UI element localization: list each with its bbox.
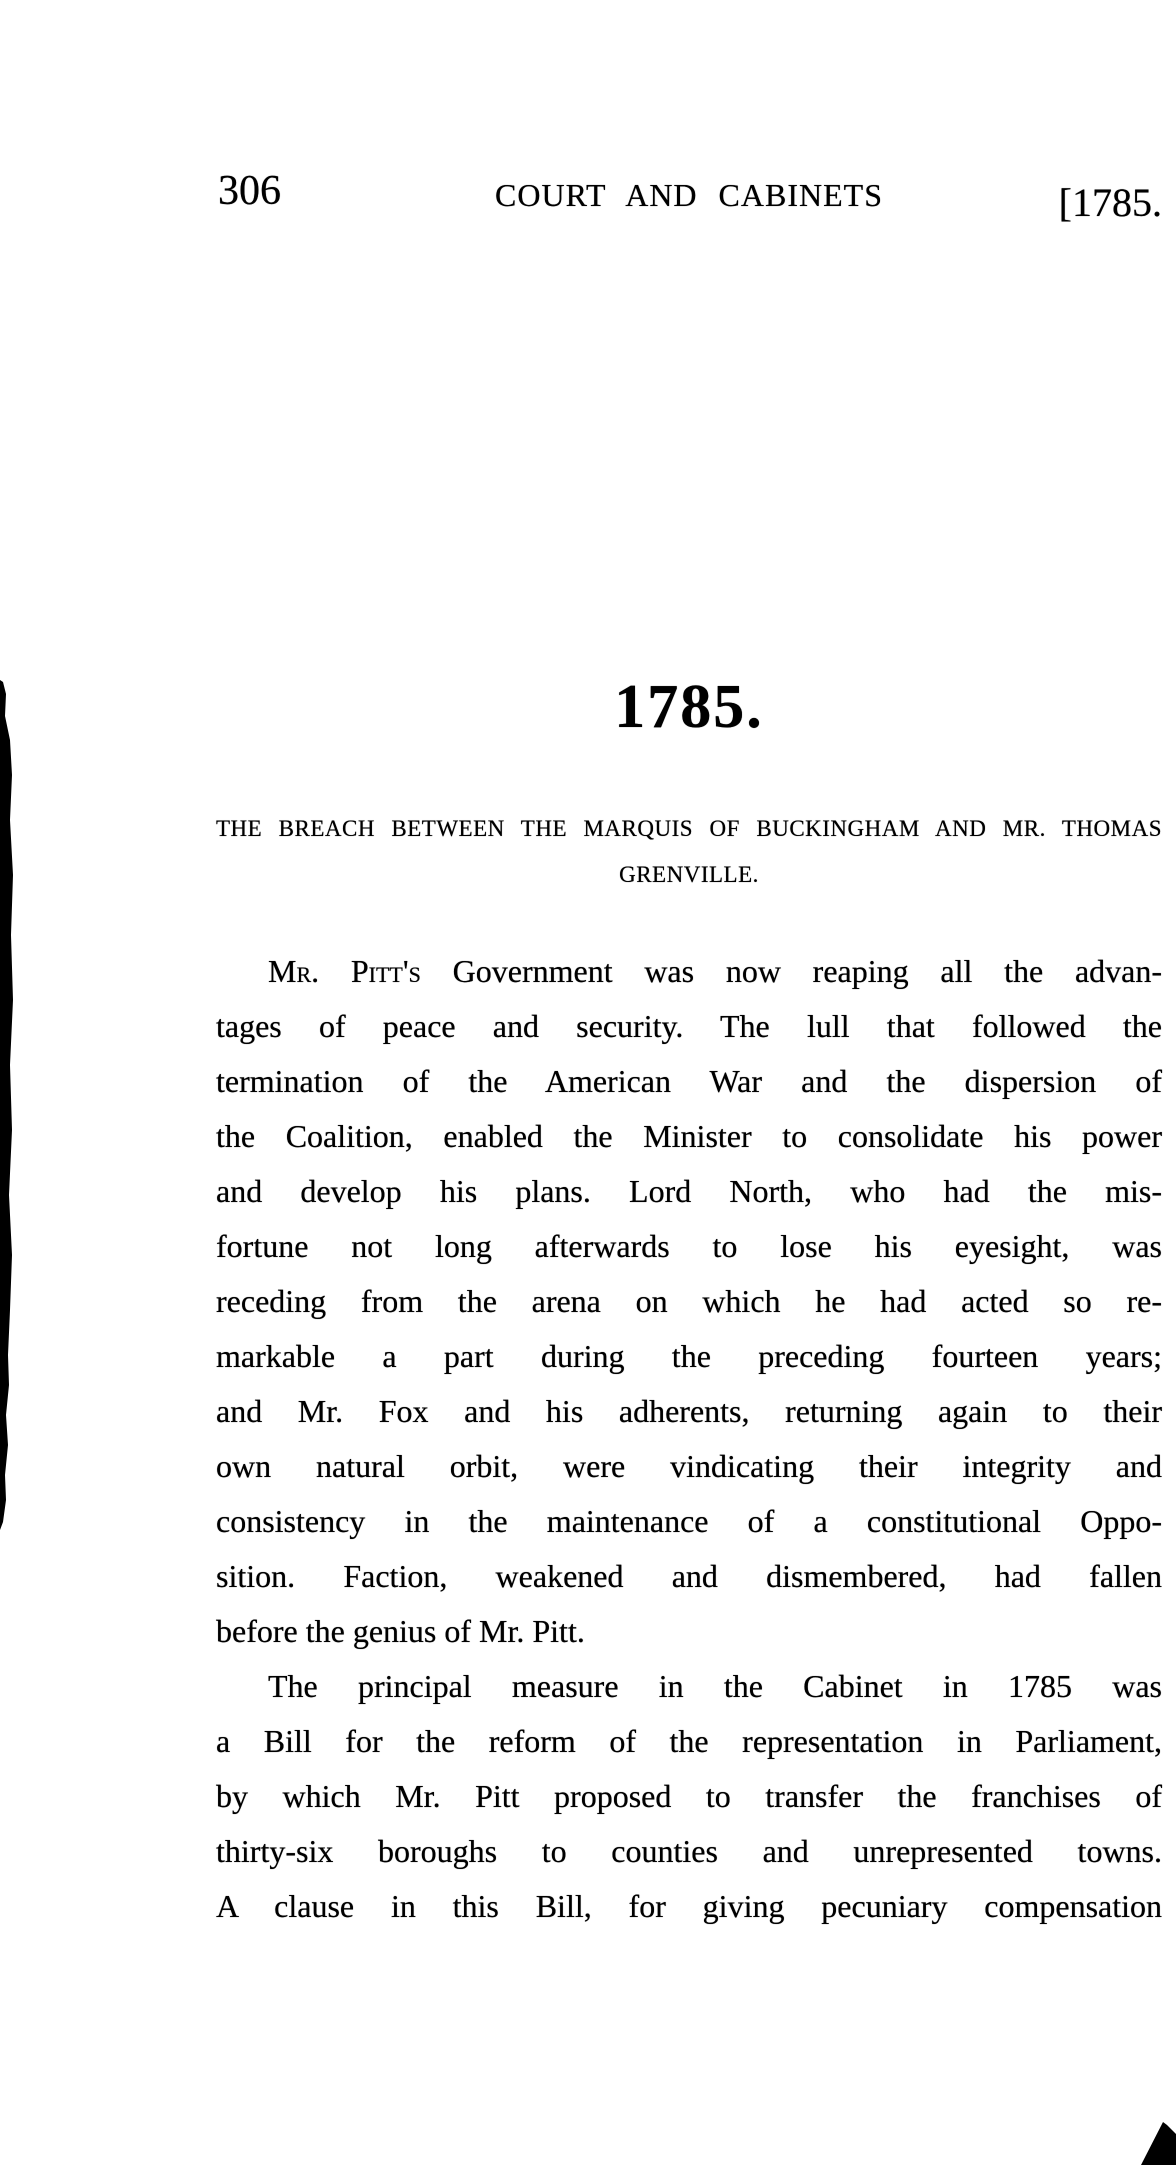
body-line: fortune not long afterwards to lose his eyesight, was <box>216 1228 1162 1264</box>
body-line: receding from the arena on which he had acted so re- <box>216 1283 1162 1319</box>
body-line: The principal measure in the Cabinet in 1785 was <box>268 1668 1162 1704</box>
body-line: tages of peace and security. The lull that followed the <box>216 1008 1162 1044</box>
body-line: thirty-six boroughs to counties and unrepresented towns. <box>216 1833 1162 1869</box>
body-text-block <box>216 944 1162 1934</box>
body-line: a Bill for the reform of the representation in Parliament, <box>216 1723 1162 1759</box>
margin-year-marker: [1785. <box>1058 180 1162 225</box>
body-line <box>216 944 1162 999</box>
body-line: markable a part during the preceding fourteen years; <box>216 1338 1162 1374</box>
body-line: A clause in this Bill, for giving pecuniary compensation <box>216 1888 1162 1924</box>
body-line: before the genius of Mr. Pitt. <box>216 1613 585 1649</box>
body-line: the Coalition, enabled the Minister to consolidate his power <box>216 1118 1162 1154</box>
body-line: and Mr. Fox and his adherents, returning again to their <box>216 1393 1162 1429</box>
body-line: consistency in the maintenance of a constitutional Oppo- <box>216 1503 1162 1539</box>
chapter-subtitle <box>216 806 1162 898</box>
body-line-text: Government was now reaping all the advan- <box>452 953 1162 989</box>
page-number: 306 <box>218 168 281 214</box>
small-caps-lead: Mr. Pitt's <box>268 953 421 989</box>
corner-ink-mark-artifact <box>1136 2119 1176 2165</box>
chapter-year-heading: 1785. <box>614 673 764 741</box>
chapter-subtitle-line: GRENVILLE. <box>619 862 759 887</box>
body-line: termination of the American War and the dispersion of <box>216 1063 1162 1099</box>
running-header <box>216 168 1162 238</box>
left-margin-ink-streak-artifact <box>0 680 16 1530</box>
chapter-subtitle-line: THE BREACH BETWEEN THE MARQUIS OF BUCKINGHAM AND MR. THOMAS <box>216 816 1162 841</box>
body-line: sition. Faction, weakened and dismembered, had fallen <box>216 1558 1162 1594</box>
body-line: and develop his plans. Lord North, who had the mis- <box>216 1173 1162 1209</box>
running-title: COURT AND CABINETS <box>495 177 883 213</box>
body-line: own natural orbit, were vindicating their integrity and <box>216 1448 1162 1484</box>
body-line: by which Mr. Pitt proposed to transfer the franchises of <box>216 1778 1162 1814</box>
